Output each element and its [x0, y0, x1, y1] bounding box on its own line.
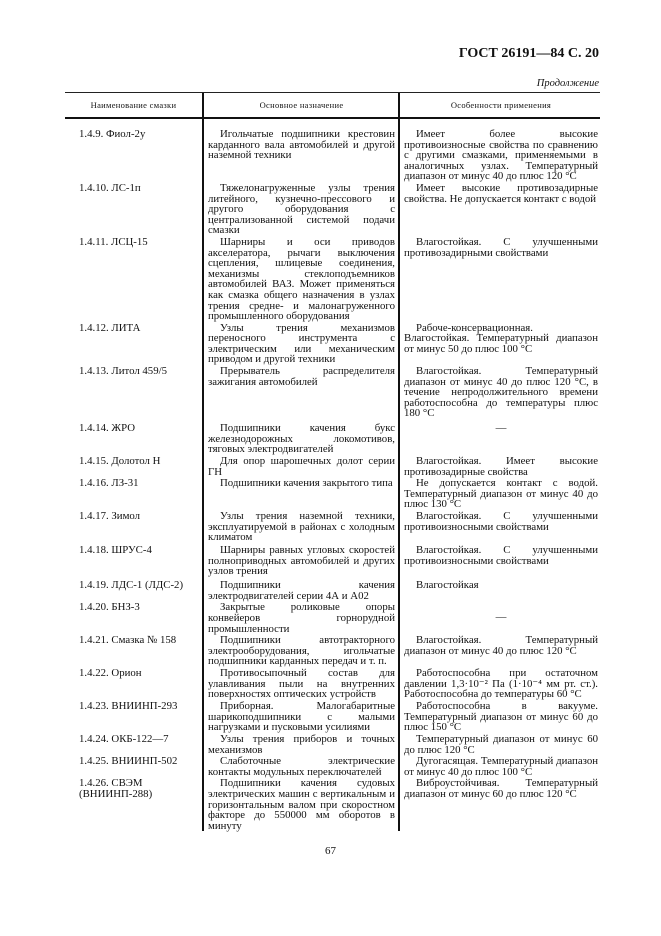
lubricant-name: 1.4.12. ЛИТА: [79, 321, 141, 334]
purpose-cell: Для опор шарошечных долот серии ГН: [202, 455, 398, 477]
features-cell: Имеет более высокие противоизносные свойства по сравнению с другими смазками, применяемыми в аналогичных узлах. Температурный диапазон от минус 40 до плюс 120 °С: [398, 119, 600, 182]
table-row: [65, 322, 600, 365]
table-row: [65, 700, 600, 733]
table-header: [65, 92, 600, 119]
table-row: [65, 477, 600, 510]
features-cell: Температурный диапазон от минус 60 до плюс 120 °С: [398, 733, 600, 755]
purpose-cell: Противосыпочный состав для улавливания пыли на внутренних поверхностях оптических устройств: [202, 667, 398, 700]
features-cell: Влагостойкая. Температурный диапазон от минус 40 до плюс 120 °С, в течение непродолжительного времени работоспособна до температуры плюс 180 °С: [398, 365, 600, 422]
features-cell: Влагостойкая. С улучшенными противоизносными свойствами: [398, 544, 600, 579]
features-cell: Дугогасящая. Температурный диапазон от минус 40 до плюс 100 °С: [398, 755, 600, 777]
features-cell: Влагостойкая. Температурный диапазон от минус 40 до плюс 120 °С: [398, 634, 600, 667]
table-row: [65, 455, 600, 477]
features-cell: Рабоче-консервационная. Влагостойкая. Температурный диапазон от минус 50 до плюс 100 °С: [398, 322, 600, 365]
purpose-cell: Приборная. Малогабаритные шарикоподшипники с малыми нагрузками и пусковыми усилиями: [202, 700, 398, 733]
features-cell: Влагостойкая: [398, 579, 600, 601]
lubricant-name: 1.4.13. Литол 459/5: [79, 365, 168, 378]
features-cell: Влагостойкая. Имеет высокие противозадирные свойства: [398, 455, 600, 477]
lubricant-name: 1.4.21. Смазка № 158: [79, 634, 177, 647]
lubricant-name: 1.4.19. ЛДС-1 (ЛДС-2): [79, 579, 184, 592]
features-cell: —: [398, 601, 600, 634]
table-row: [65, 510, 600, 544]
column-header-name: Наименование смазки: [90, 100, 177, 110]
lubricant-name: 1.4.26. СВЭМ (ВНИИНП-288): [79, 777, 153, 800]
purpose-cell: Подшипники качения закрытого типа: [202, 477, 398, 510]
purpose-cell: Шарниры равных угловых скоростей полноприводных автомобилей и других узлов трения: [202, 544, 398, 579]
lubricant-name: 1.4.20. БНЗ-3: [79, 601, 140, 614]
lubricant-name: 1.4.17. Зимол: [79, 510, 141, 523]
features-cell: Влагостойкая. С улучшенными противоизносными свойствами: [398, 510, 600, 544]
table-row: [65, 755, 600, 777]
lubricant-name: 1.4.22. Орион: [79, 667, 142, 679]
table-body: [65, 119, 600, 831]
column-header-features: Особенности применения: [398, 93, 600, 117]
page-number: 67: [325, 845, 336, 858]
column-header-purpose: Основное назначение: [202, 93, 398, 117]
table-row: [65, 579, 600, 601]
table-row: [65, 601, 600, 634]
lubricant-name: 1.4.18. ШРУС-4: [79, 544, 152, 557]
lubricant-name: 1.4.11. ЛСЦ-15: [79, 235, 148, 248]
purpose-cell: Подшипники автотракторного электрооборудования, игольчатые подшипники карданных передач и т. п.: [202, 634, 398, 667]
features-cell: Работоспособна при остаточном давлении 1,3·10⁻² Па (1·10⁻⁴ мм рт. ст.). Работоспособна до температуры 60 °С: [398, 667, 600, 700]
lubricant-name: 1.4.15. Долотол Н: [79, 455, 161, 468]
purpose-cell: Шарниры и оси приводов акселератора, рычаги выключения сцепления, шлицевые соединения, механизмы стеклоподъемников автомобилей ВАЗ. Может применяться как смазка общего назначения в узлах трения средне- и малонагруженного промышленного оборудования: [202, 236, 398, 322]
lubricant-name: 1.4.10. ЛС-1п: [79, 181, 141, 194]
standard-header: ГОСТ 26191—84 С. 20: [458, 46, 599, 61]
features-cell: Работоспособна в вакууме. Температурный диапазон от минус 60 до плюс 150 °С: [398, 700, 600, 733]
purpose-cell: Узлы трения наземной техники, эксплуатируемой в районах с холодным климатом: [202, 510, 398, 544]
features-cell: Не допускается контакт с водой. Температурный диапазон от минус 40 до плюс 130 °С: [398, 477, 600, 510]
table-row: [65, 182, 600, 236]
purpose-cell: Узлы трения механизмов переносного инструмента с электрическим или механическим приводом и другой техники: [202, 322, 398, 365]
purpose-cell: Закрытые роликовые опоры конвейеров горнорудной промышленности: [202, 601, 398, 634]
table-row: [65, 365, 600, 422]
table-row: [65, 667, 600, 700]
table-row: [65, 422, 600, 455]
table-row: [65, 733, 600, 755]
lubricant-name: 1.4.9. Фиол-2у: [79, 128, 146, 140]
purpose-cell: Прерыватель распределителя зажигания автомобилей: [202, 365, 398, 422]
lubricants-table: [65, 92, 600, 831]
purpose-cell: Подшипники качения букс железнодорожных локомотивов, тяговых электродвигателей: [202, 422, 398, 455]
purpose-cell: Игольчатые подшипники крестовин карданного вала автомобилей и другой наземной техники: [202, 119, 398, 182]
purpose-cell: Подшипники качения судовых электрических машин с вертикальным и горизонтальным валом при скоростном факторе до 550000 мм оборотов в минуту: [202, 777, 398, 831]
purpose-cell: Тяжелонагруженные узлы трения литейного, кузнечно-прессового и другого оборудования с централизованной системой подачи смазки: [202, 182, 398, 236]
features-cell: Имеет высокие противозадирные свойства. Не допускается контакт с водой: [398, 182, 600, 236]
features-cell: Виброустойчивая. Температурный диапазон от минус 60 до плюс 120 °С: [398, 777, 600, 831]
table-row: [65, 777, 600, 831]
lubricant-name: 1.4.24. ОКБ-122—7: [79, 733, 169, 745]
lubricant-name: 1.4.16. ЛЗ-31: [79, 477, 139, 490]
table-row: [65, 544, 600, 579]
purpose-cell: Подшипники качения электродвигателей серии 4А и А02: [202, 579, 398, 601]
continuation-label: Продолжение: [536, 78, 599, 89]
features-cell: —: [398, 422, 600, 455]
table-row: [65, 634, 600, 667]
purpose-cell: Слаботочные электрические контакты модульных переключателей: [202, 755, 398, 777]
lubricant-name: 1.4.25. ВНИИНП-502: [79, 755, 178, 768]
lubricant-name: 1.4.23. ВНИИНП-293: [79, 700, 178, 712]
features-cell: Влагостойкая. С улучшенными противозадирными свойствами: [398, 236, 600, 322]
table-row: [65, 236, 600, 322]
purpose-cell: Узлы трения приборов и точных механизмов: [202, 733, 398, 755]
lubricant-name: 1.4.14. ЖРО: [79, 422, 135, 435]
table-row: [65, 119, 600, 182]
